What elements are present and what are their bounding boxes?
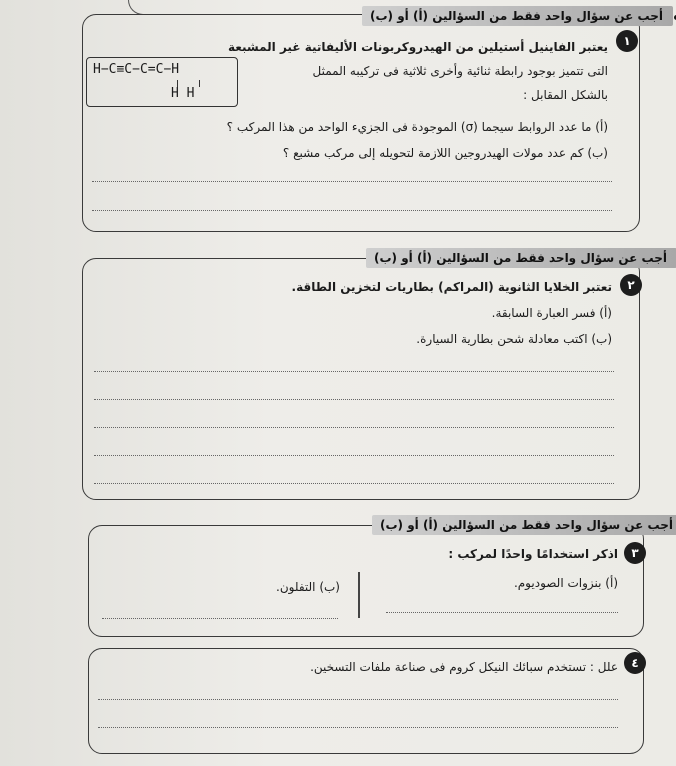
decorative-curve	[128, 0, 189, 15]
question-4-stem: علل : تستخدم سبائك النيكل كروم فى صناعة ملفات التسخين.	[310, 660, 618, 674]
question-2-part-b: (ب) اكتب معادلة شحن بطارية السيارة.	[416, 332, 612, 346]
answer-line[interactable]	[102, 618, 338, 619]
question-2-stem: تعتبر الخلايا الثانوية (المراكم) بطاريات لتخزين الطاقة.	[291, 280, 612, 294]
question-3-part-b: (ب) التفلون.	[276, 580, 340, 594]
formula-top: H−C≡C−C=C−H	[93, 62, 180, 77]
question-3-stem: اذكر استخدامًا واحدًا لمركب :	[448, 547, 618, 561]
question-1-part-b: (ب) كم عدد مولات الهيدروجين اللازمة لتحويله إلى مركب مشبع ؟	[282, 146, 608, 160]
answer-line[interactable]	[98, 699, 618, 700]
question-3-banner: أجب عن سؤال واحد فقط من السؤالين (أ) أو (ب)	[372, 515, 676, 535]
formula-bottom: H H	[171, 86, 195, 101]
question-2-part-a: (أ) فسر العبارة السابقة.	[491, 306, 612, 320]
question-2-banner: أجب عن سؤال واحد فقط من السؤالين (أ) أو (ب)	[366, 248, 676, 268]
answer-line[interactable]	[386, 612, 618, 613]
question-1-line-2: التى تتميز بوجود رابطة ثنائية وأخرى ثلاثية فى تركيبه الممثل	[312, 64, 608, 78]
question-2-box	[82, 258, 640, 500]
question-4-number: ٤	[624, 652, 646, 674]
answer-line[interactable]	[94, 483, 614, 484]
answer-line[interactable]	[92, 210, 612, 211]
column-divider	[358, 572, 360, 618]
question-1-banner: أجب عن سؤال واحد فقط من السؤالين (أ) أو (ب)	[362, 6, 673, 26]
question-2-number: ٢	[620, 274, 642, 296]
question-3-part-a: (أ) بنزوات الصوديوم.	[513, 576, 618, 590]
question-3-number: ٣	[624, 542, 646, 564]
question-1-part-a: (أ) ما عدد الروابط سيجما (σ) الموجودة فى الجزيء الواحد من هذا المركب ؟	[226, 120, 608, 134]
structural-formula	[86, 57, 238, 107]
answer-line[interactable]	[94, 399, 614, 400]
question-1-line-1: يعتبر الفاينيل أستيلين من الهيدروكربونات الأليفاتية غير المشبعة	[227, 40, 608, 54]
question-1-number: ١	[616, 30, 638, 52]
question-1-line-3: بالشكل المقابل :	[523, 88, 608, 102]
answer-line[interactable]	[94, 455, 614, 456]
answer-line[interactable]	[94, 427, 614, 428]
answer-line[interactable]	[92, 181, 612, 182]
answer-line[interactable]	[94, 371, 614, 372]
answer-line[interactable]	[98, 727, 618, 728]
